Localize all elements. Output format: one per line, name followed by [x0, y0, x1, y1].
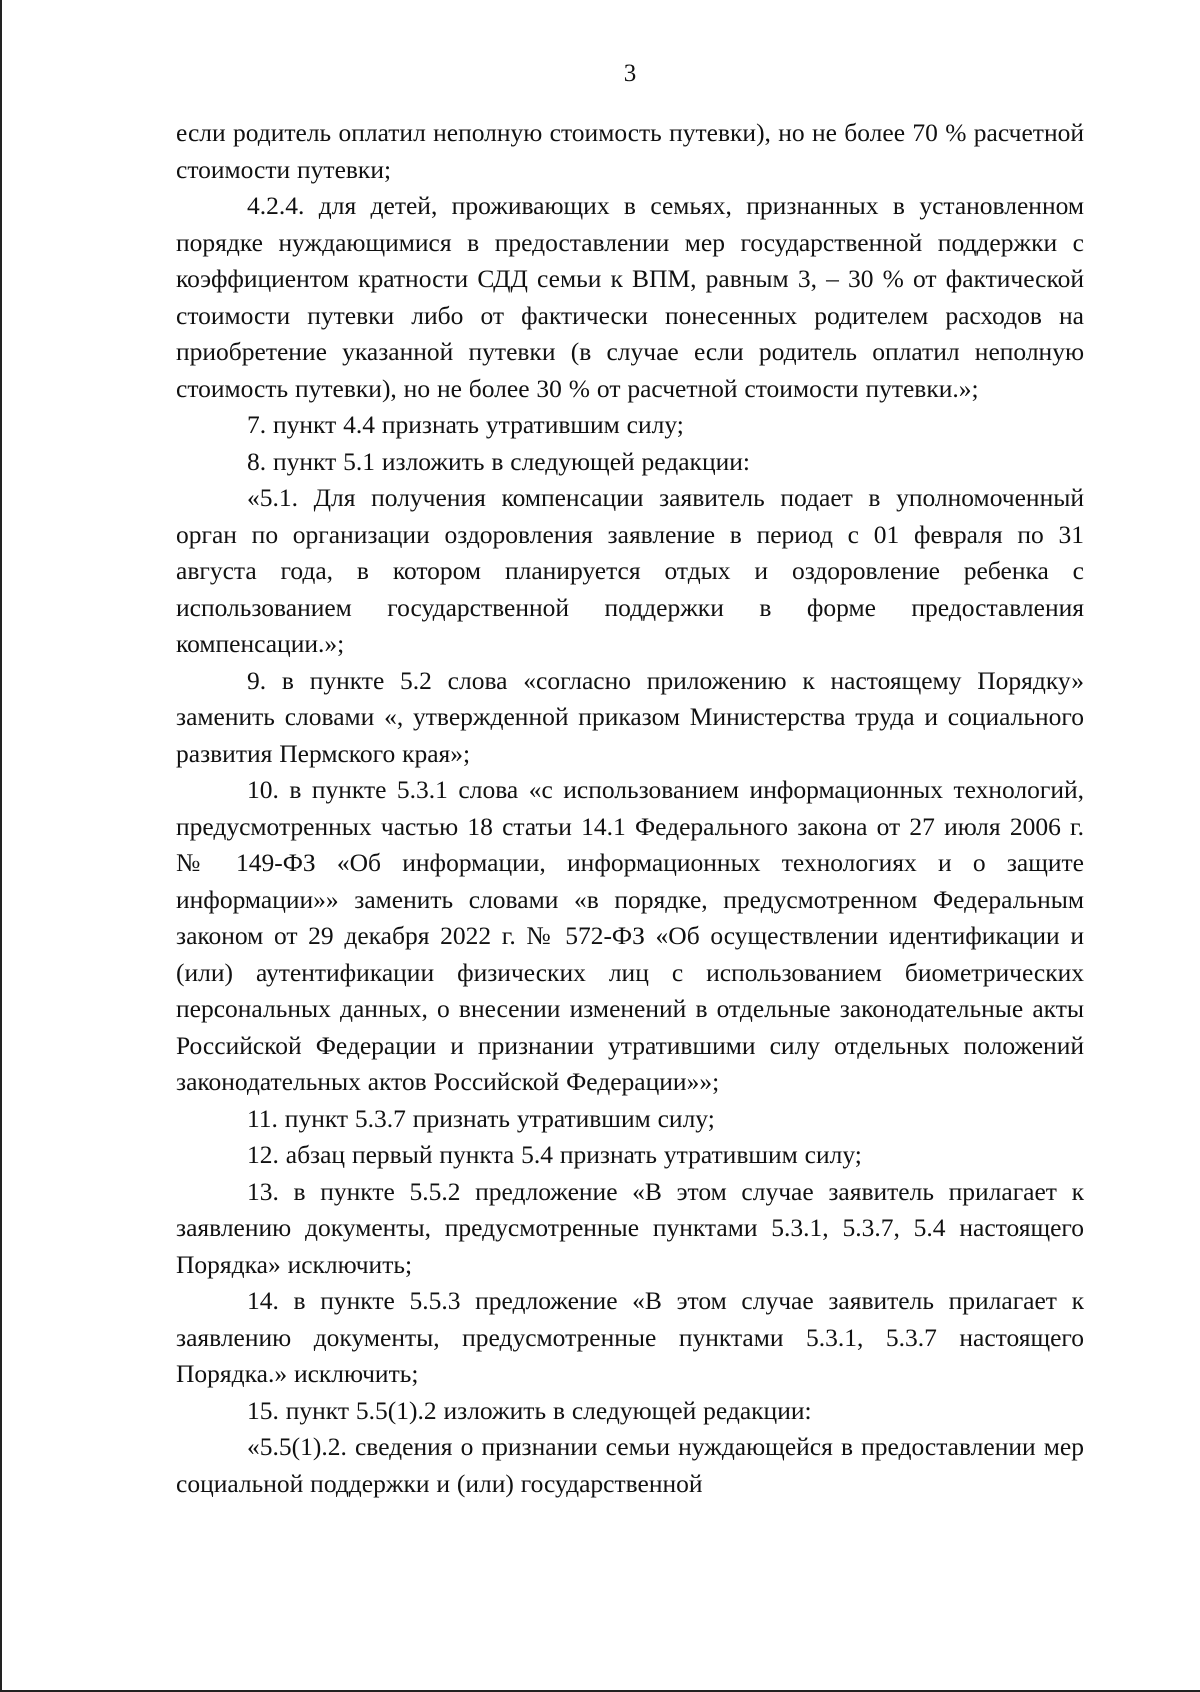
paragraph-item-12: 12. абзац первый пункта 5.4 признать утратившим силу;	[247, 1140, 862, 1169]
paragraph-item-13: 13. в пункте 5.5.2 предложение «В этом случае заявитель прилагает к заявлению документы, предусмотренные пунктами 5.3.1, 5.3.7, 5.4 настоящего Порядка» исключить;	[176, 1176, 1084, 1279]
paragraph-item-10: 10. в пункте 5.3.1 слова «с использованием информационных технологий, предусмотренных частью 18 статьи 14.1 Федерального закона от 27 июля 2006 г. № 149-ФЗ «Об информации, информационных технологиях и о защите информации»» заменить словами «в порядке, предусмотренном Федеральным законом от 29 декабря 2022 г. № 572-ФЗ «Об осуществлении идентификации и (или) аутентификации физических лиц с использованием биометрических персональных данных, о внесении изменений в отдельные законодательные акты Российской Федерации и признании утратившими силу отдельных положений законодательных актов Российской Федерации»»;	[176, 775, 1084, 1096]
scan-left-edge	[0, 0, 2, 1692]
paragraph-item-9: 9. в пункте 5.2 слова «согласно приложению к настоящему Порядку» заменить словами «, утвержденной приказом Министерства труда и социального развития Пермского края»;	[176, 665, 1084, 768]
page-number: 3	[623, 60, 637, 87]
paragraph-item-5-1: «5.1. Для получения компенсации заявитель подает в уполномоченный орган по организации оздоровления заявление в период с 01 февраля по 31 августа года, в котором планируется отдых и оздоровление ребенка с использованием государственной поддержки в форме предоставления компенсации.»;	[176, 483, 1084, 658]
paragraph-item-15: 15. пункт 5.5(1).2 изложить в следующей редакции:	[247, 1395, 812, 1425]
paragraph-continuation: если родитель оплатил неполную стоимость путевки), но не более 70 % расчетной стоимости путевки;	[176, 118, 1084, 184]
paragraph-item-5-5-1-2: «5.5(1).2. сведения о признании семьи нуждающейся в предоставлении мер социальной поддержки и (или) государственной	[176, 1432, 1084, 1498]
paragraph-item-11: 11. пункт 5.3.7 признать утратившим силу;	[247, 1103, 715, 1133]
paragraph-item-14: 14. в пункте 5.5.3 предложение «В этом случае заявитель прилагает к заявлению документы, предусмотренные пунктами 5.3.1, 5.3.7 настоящего Порядка.» исключить;	[176, 1286, 1084, 1388]
document-body	[176, 115, 1084, 1502]
paragraph-item-8: 8. пункт 5.1 изложить в следующей редакции:	[247, 446, 750, 476]
paragraph-item-7: 7. пункт 4.4 признать утратившим силу;	[247, 410, 684, 439]
paragraph-item-4-2-4: 4.2.4. для детей, проживающих в семьях, признанных в установленном порядке нуждающимися в предоставлении мер государственной поддержки с коэффициентом кратности СДД семьи к ВПМ, равным 3, – 30 % от фактической стоимости путевки либо от фактически понесенных родителем расходов на приобретение указанной путевки (в случае если родитель оплатил неполную стоимость путевки), но не более 30 % от расчетной стоимости путевки.»;	[176, 191, 1084, 403]
